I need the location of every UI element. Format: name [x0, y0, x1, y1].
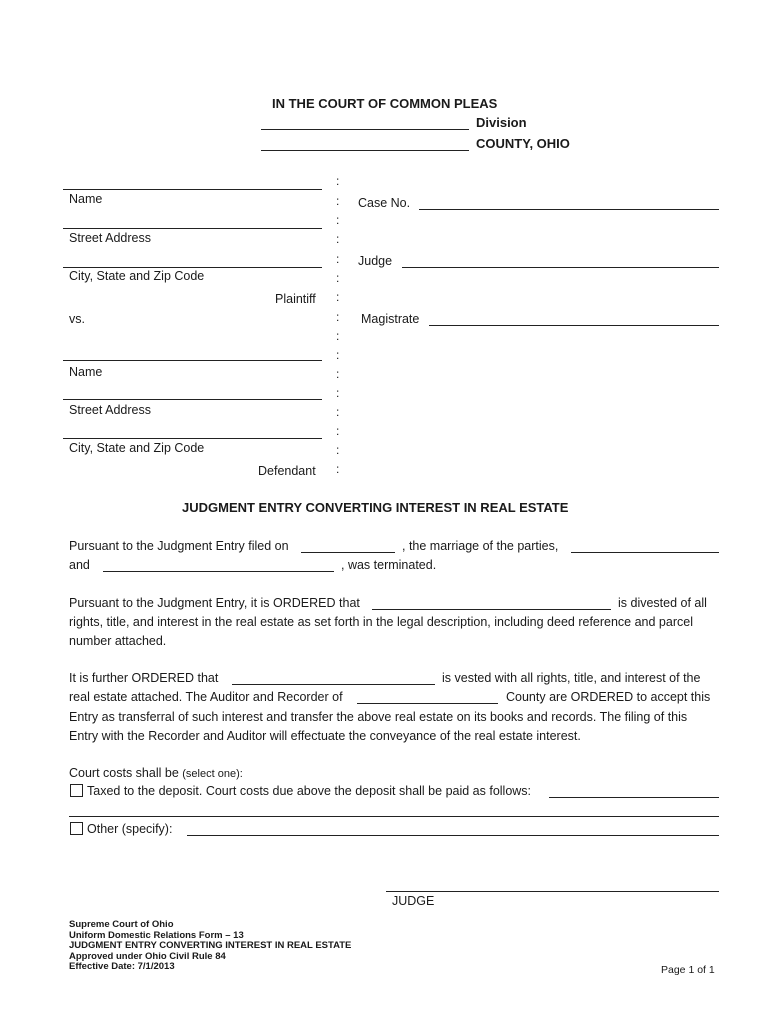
caption-colon: :: [336, 213, 340, 227]
p1-text-c: and: [69, 558, 90, 572]
plaintiff-label: Plaintiff: [275, 292, 316, 306]
footer-line-5: Effective Date: 7/1/2013: [69, 961, 175, 972]
p2-text-b: is divested of all: [618, 596, 707, 610]
caption-colon: :: [336, 329, 340, 343]
p1-text-a: Pursuant to the Judgment Entry filed on: [69, 539, 289, 553]
costs-label-row: [69, 766, 243, 780]
p3-text-e: Entry as transferral of such interest and transfer the above real estate on its books and records. The filing of this: [69, 710, 688, 724]
caption-colon: :: [336, 194, 340, 208]
footer-line-4: Approved under Ohio Civil Rule 84: [69, 950, 226, 962]
taxed-details-field-2[interactable]: [69, 816, 719, 817]
magistrate-field[interactable]: [429, 325, 719, 326]
option-other-label: Other (specify):: [87, 822, 173, 836]
magistrate-label: Magistrate: [361, 312, 420, 326]
defendant-city-field[interactable]: [63, 438, 322, 439]
defendant-city-label: City, State and Zip Code: [69, 441, 205, 455]
county-field[interactable]: [261, 150, 469, 151]
p3-text-f: Entry with the Recorder and Auditor will effectuate the conveyance of the real estate interest.: [69, 729, 581, 743]
defendant-street-field[interactable]: [63, 399, 322, 400]
plaintiff-street-field[interactable]: [63, 228, 322, 229]
plaintiff-name-field[interactable]: [63, 189, 322, 190]
caption-colon: :: [336, 271, 340, 285]
p3-text-b: is vested with all rights, title, and interest of the: [442, 671, 701, 685]
p2-text-d: number attached.: [69, 634, 167, 648]
defendant-street-label: Street Address: [69, 403, 151, 417]
costs-select-note: (select one):: [182, 768, 243, 780]
caption-colon: :: [336, 290, 340, 304]
party1-field[interactable]: [571, 552, 719, 553]
footer-line-1: Supreme Court of Ohio: [69, 919, 174, 930]
taxed-details-field[interactable]: [549, 797, 719, 798]
plaintiff-city-field[interactable]: [63, 267, 322, 268]
court-heading: IN THE COURT OF COMMON PLEAS: [272, 96, 498, 111]
p1-text-b: , the marriage of the parties,: [402, 539, 559, 553]
plaintiff-street-label: Street Address: [69, 231, 151, 245]
caption-colon: :: [336, 348, 340, 362]
judgment-date-field[interactable]: [301, 552, 395, 553]
division-field[interactable]: [261, 129, 469, 130]
judge-field[interactable]: [402, 267, 719, 268]
judge-signature-line[interactable]: [386, 891, 719, 892]
caption-colon: :: [336, 252, 340, 266]
judge-signature-label: JUDGE: [392, 894, 435, 908]
p3-text-a: It is further ORDERED that: [69, 671, 219, 685]
caption-colon: :: [336, 443, 340, 457]
vested-party-field[interactable]: [232, 684, 435, 685]
page-number: Page 1 of 1: [661, 964, 715, 976]
caption-colon: :: [336, 232, 340, 246]
footer-line-2: Uniform Domestic Relations Form – 13: [69, 929, 244, 941]
other-checkbox[interactable]: [70, 822, 83, 835]
taxed-to-deposit-checkbox[interactable]: [70, 784, 83, 797]
judge-label: Judge: [358, 254, 393, 268]
plaintiff-name-label: Name: [69, 192, 103, 206]
county-label: COUNTY, OHIO: [476, 136, 570, 151]
defendant-name-label: Name: [69, 365, 103, 379]
caption-colon: :: [336, 386, 340, 400]
p3-text-c: real estate attached. The Auditor and Recorder of: [69, 690, 343, 704]
document-title: JUDGMENT ENTRY CONVERTING INTEREST IN REAL ESTATE: [182, 500, 569, 515]
division-label: Division: [476, 115, 527, 130]
party2-field[interactable]: [103, 571, 334, 572]
caption-colon: :: [336, 367, 340, 381]
costs-label: Court costs shall be: [69, 766, 179, 780]
vs-label: vs.: [69, 312, 85, 326]
plaintiff-city-label: City, State and Zip Code: [69, 269, 205, 283]
p2-text-c: rights, title, and interest in the real estate as set forth in the legal description, including deed reference and parcel: [69, 615, 693, 629]
p2-text-a: Pursuant to the Judgment Entry, it is ORDERED that: [69, 596, 360, 610]
divested-party-field[interactable]: [372, 609, 611, 610]
other-specify-field[interactable]: [187, 835, 719, 836]
case-no-field[interactable]: [419, 209, 719, 210]
p1-text-d: , was terminated.: [341, 558, 437, 572]
case-no-label: Case No.: [358, 196, 411, 210]
defendant-name-field[interactable]: [63, 360, 322, 361]
caption-colon: :: [336, 174, 340, 188]
footer-line-3: JUDGMENT ENTRY CONVERTING INTEREST IN REAL ESTATE: [69, 940, 352, 951]
option-taxed-label: Taxed to the deposit. Court costs due above the deposit shall be paid as follows:: [87, 784, 532, 798]
caption-colon: :: [336, 310, 340, 324]
auditor-county-field[interactable]: [357, 703, 498, 704]
defendant-label: Defendant: [258, 464, 316, 478]
caption-colon: :: [336, 405, 340, 419]
caption-colon: :: [336, 424, 340, 438]
caption-colon: :: [336, 462, 340, 476]
footer-block: [69, 920, 351, 973]
p3-text-d: County are ORDERED to accept this: [506, 690, 711, 704]
